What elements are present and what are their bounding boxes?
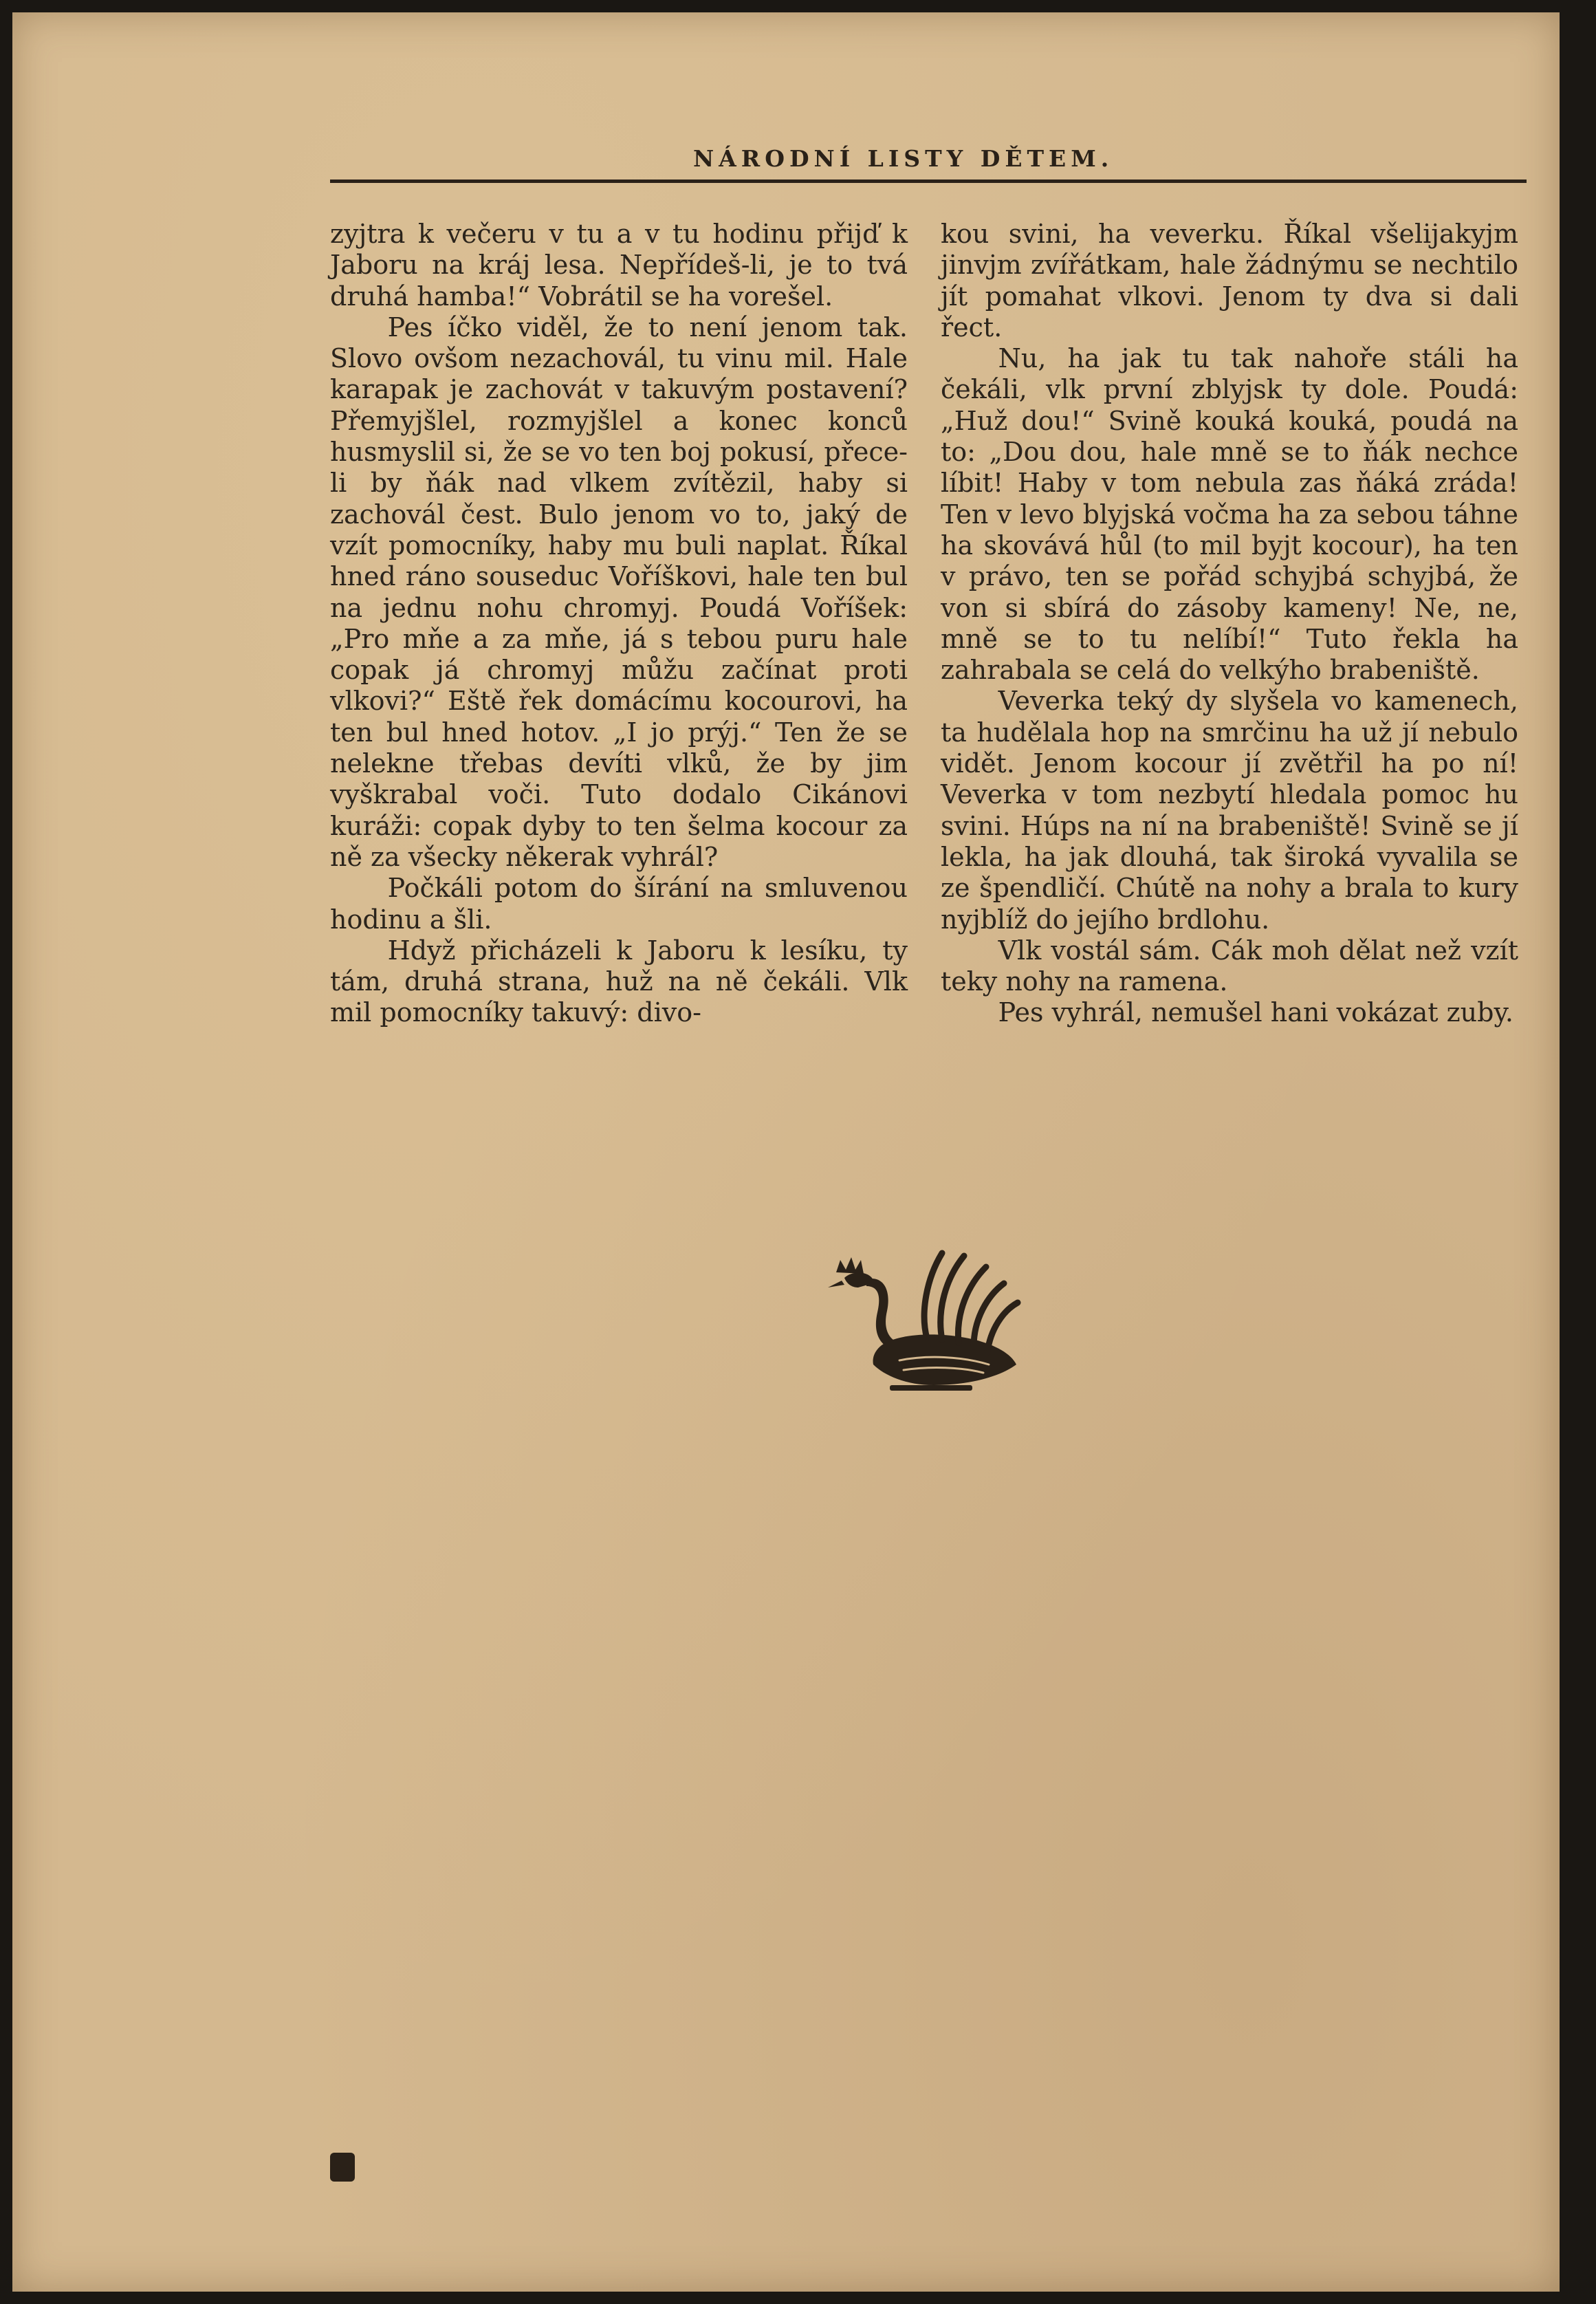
header-rule [330,180,1527,183]
paragraph: kou svini, ha veverku. Říkal všelijakyjm jinvjm zvířátkam, hale žádnýmu se nechtilo jít pomahat vlkovi. Jenom ty dva si dali řect. [941,219,1518,343]
paragraph: Počkáli potom do šírání na smluvenou hodinu a šli. [330,873,908,935]
margin-mark [330,2153,355,2182]
newspaper-page [12,12,1560,2292]
paragraph: Hdyž přicházeli k Jaboru k lesíku, ty tám, druhá strana, huž na ně čekáli. Vlk mil pomocníky takuvý: divo- [330,935,908,1028]
page-header: NÁRODNÍ LISTY DĚTEM. [693,145,1114,172]
paragraph: Nu, ha jak tu tak nahoře stáli ha čekáli, vlk první zblyjsk ty dole. Poudá: „Huž dou!“ Svině kouká kouká, poudá na to: „Dou dou, hale mně se to ňák nechce líbit! Haby v tom nebula zas ňáká zráda! Ten v levo blyjská vočma ha za sebou táhne ha skovává hůl (to mil byjt kocour), ha ten v právo, ten se pořád schyjbá schyjbá, že von si sbírá do zásoby kameny! Ne, ne, mně se to tu nelíbí!“ Tuto řekla ha zahrabala se celá do velkýho brabeniště. [941,343,1518,686]
paragraph: Pes íčko viděl, že to není jenom tak. Slovo ovšom nezachovál, tu vinu mil. Hale karapak je zachovát v takuvým postavení? Přemyjšlel, rozmyjšlel a konec konců husmyslil si, že se vo ten boj pokusí, přece-li by ňák nad vlkem zvítězil, haby si zachovál čest. Bulo jenom vo to, jaký de vzít pomocníky, haby mu buli naplat. Říkal hned ráno souseduc Voříškovi, hale ten bul na jednu nohu chromyj. Poudá Voříšek: „Pro mňe a za mňe, já s tebou puru hale copak já chromyj můžu začínat proti vlkovi?“ Eště řek domácímu kocourovi, ha ten bul hned hotov. „I jo prýj.“ Ten že se nelekne třebas devíti vlků, že by jim vyškrabal voči. Tuto dodalo Cikánovi kuráži: copak dyby to ten šelma kocour za ně za všecky někerak vyhrál? [330,312,908,872]
right-column [941,219,1518,1029]
left-column [330,219,908,1029]
swan-emblem-icon [824,1230,1030,1395]
paragraph: zyjtra k večeru v tu a v tu hodinu přijď k Jaboru na kráj lesa. Nepřídeš-li, je to tvá druhá hamba!“ Vobrátil se ha vorešel. [330,219,908,312]
paragraph: Pes vyhrál, nemušel hani vokázat zuby. [998,997,1513,1028]
paragraph: Veverka teký dy slyšela vo kamenech, ta hudělala hop na smrčinu ha už jí nebulo vidět. Jenom kocour jí zvětřil ha po ní! Veverka v tom nezbytí hledala pomoc hu svini. Húps na ní na brabeniště! Svině se jí lekla, ha jak dlouhá, tak široká vyvalila se ze špendličí. Chútě na nohy a brala to kury nyjblíž do jejího brdlohu. [941,686,1518,935]
paragraph: Vlk vostál sám. Cák moh dělat než vzít teky nohy na ramena. [941,935,1518,997]
